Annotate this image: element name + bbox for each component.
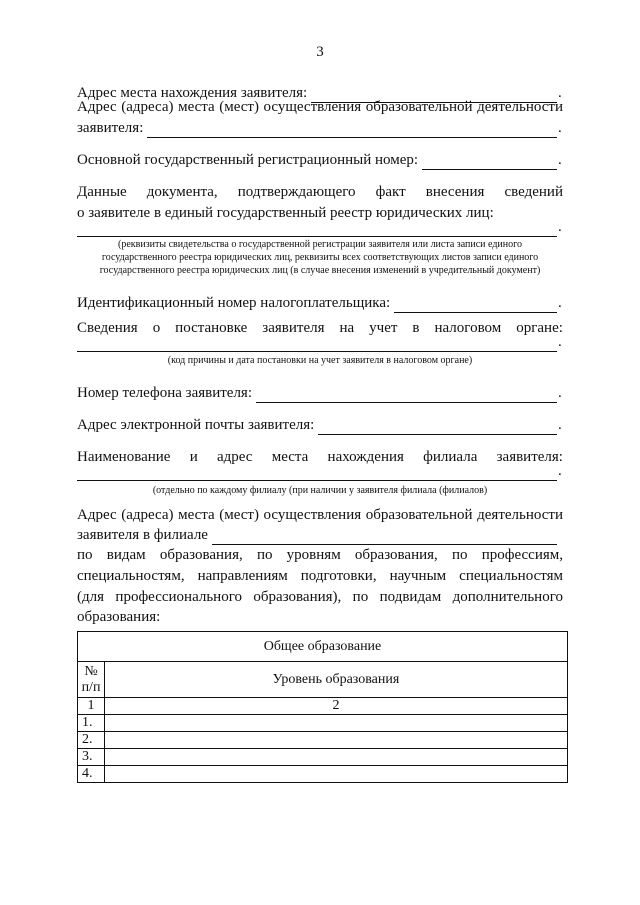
- inn-line: Идентификационный номер налогоплательщика: .: [77, 295, 562, 311]
- branch-word: и: [189, 449, 198, 465]
- tax-field[interactable]: [77, 337, 557, 352]
- ogrn-line: Основной государственный регистрационный номер: .: [77, 152, 562, 168]
- branch-field[interactable]: [77, 466, 557, 481]
- table-index-cell: 2: [105, 698, 568, 715]
- inn-label: Идентификационный номер налогоплательщика:: [77, 295, 391, 311]
- table-row-level[interactable]: [105, 715, 568, 732]
- egrul-word: документа,: [146, 184, 218, 200]
- egrul-blank-line: .: [77, 217, 563, 237]
- tax-word: Сведения: [77, 320, 138, 336]
- branch-word: Наименование: [77, 449, 171, 465]
- paragraph-line2: специальностям, направлениям подготовки, научным специальностям: [77, 568, 563, 584]
- column-header-number: [78, 662, 105, 698]
- tax-word: о: [152, 320, 161, 336]
- table-row-number: 4.: [78, 766, 105, 783]
- table-row-number: 2.: [78, 732, 105, 749]
- table-row: [78, 732, 568, 749]
- page-number: 3: [316, 44, 324, 60]
- table-index-row: [78, 698, 568, 715]
- address-location-line: Адрес места нахождения заявителя: .: [77, 85, 562, 101]
- tax-word: учет: [369, 320, 398, 336]
- table-header-row: [78, 662, 568, 698]
- tax-word: заявителя: [262, 320, 325, 336]
- edu-address-field[interactable]: [147, 123, 557, 138]
- egrul-label-line1: [77, 182, 563, 202]
- table-row: [78, 715, 568, 732]
- branch-word: заявителя:: [496, 449, 563, 465]
- ogrn-label: Основной государственный регистрационный номер:: [77, 152, 419, 168]
- egrul-word: факт: [375, 184, 406, 200]
- branch-edu-label-line1: Адрес (адреса) места (мест) осуществления образовательной деятельности: [77, 507, 563, 523]
- tax-word: на: [339, 320, 355, 336]
- table-row-number: 3.: [78, 749, 105, 766]
- branch-blank-line: .: [77, 461, 563, 481]
- email-label: Адрес электронной почты заявителя:: [77, 417, 315, 433]
- tax-word: органе:: [516, 320, 563, 336]
- branch-word: нахождения: [327, 449, 404, 465]
- paragraph-line3: (для профессионального образования), по подвидам дополнительного: [77, 589, 563, 605]
- phone-label: Номер телефона заявителя:: [77, 385, 252, 401]
- table-row-number: 1.: [78, 715, 105, 732]
- email-field[interactable]: [318, 420, 557, 435]
- email-line: Адрес электронной почты заявителя: .: [77, 417, 562, 433]
- branch-word: места: [271, 449, 309, 465]
- column-header-level: Уровень образования: [105, 662, 568, 698]
- paragraph-line4: образования:: [77, 609, 161, 625]
- tax-word: постановке: [175, 320, 248, 336]
- branch-edu-label-line2: заявителя в филиале: [77, 527, 208, 543]
- egrul-caption-line3: государственного реестра юридических лиц (в случае внесения изменений в учредительный документ): [99, 265, 541, 276]
- egrul-field[interactable]: [77, 222, 557, 237]
- tax-word: налоговом: [434, 320, 502, 336]
- edu-address-label-line1: Адрес (адреса) места (мест) осуществления образовательной деятельности: [77, 99, 563, 115]
- tax-caption: (код причины и дата постановки на учет заявителя в налоговом органе): [167, 355, 473, 366]
- tax-word: в: [412, 320, 420, 336]
- egrul-label-line2: о заявителе в единый государственный реестр юридических лиц:: [77, 205, 494, 221]
- branch-caption: (отдельно по каждому филиалу (при наличии у заявителя филиала (филиалов): [152, 485, 488, 496]
- address-location-label: Адрес места нахождения заявителя:: [77, 85, 308, 101]
- table-row-level[interactable]: [105, 749, 568, 766]
- ogrn-field[interactable]: [422, 155, 557, 170]
- branch-edu-field[interactable]: [212, 530, 557, 545]
- egrul-caption-line1: (реквизиты свидетельства о государственной регистрации заявителя или листа записи единого: [118, 239, 522, 250]
- table-title-row: [78, 632, 568, 662]
- table-title: Общее образование: [78, 632, 568, 662]
- table-row-level[interactable]: [105, 766, 568, 783]
- table-row-level[interactable]: [105, 732, 568, 749]
- tax-blank-line: .: [77, 332, 563, 352]
- education-table: [77, 631, 568, 783]
- egrul-caption-line2: государственного реестра юридических лиц, реквизиты всех соответствующих листов записи единого: [101, 252, 539, 263]
- inn-field[interactable]: [394, 298, 557, 313]
- table-row: [78, 766, 568, 783]
- table-row: [78, 749, 568, 766]
- column-header-number-line2: п/п: [81, 679, 101, 695]
- column-header-number-line1: №: [84, 663, 98, 679]
- phone-line: Номер телефона заявителя: .: [77, 385, 562, 401]
- branch-edu-line: [77, 525, 563, 545]
- egrul-word: Данные: [77, 184, 127, 200]
- paragraph-line1: по видам образования, по уровням образования, по профессиям,: [77, 547, 563, 563]
- branch-word: филиала: [423, 449, 478, 465]
- table-index-cell: 1: [78, 698, 105, 715]
- egrul-word: подтверждающего: [237, 184, 356, 200]
- edu-address-line: заявителя: .: [77, 120, 562, 136]
- branch-word: адрес: [216, 449, 253, 465]
- edu-address-label-line2: заявителя:: [77, 120, 144, 136]
- egrul-word: сведений: [504, 184, 563, 200]
- egrul-word: внесения: [425, 184, 485, 200]
- phone-field[interactable]: [256, 388, 557, 403]
